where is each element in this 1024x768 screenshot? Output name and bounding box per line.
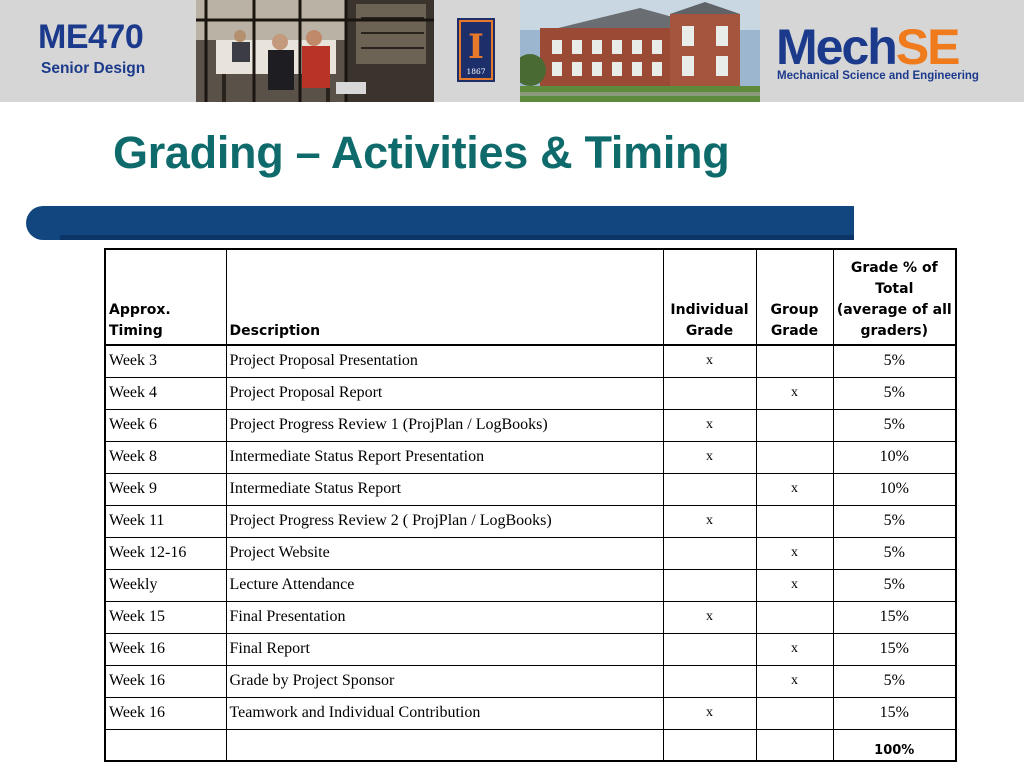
cell-description: Grade by Project Sponsor <box>226 665 663 697</box>
cell-group: x <box>756 633 833 665</box>
university-seal-icon <box>457 18 495 82</box>
course-name: Senior Design <box>41 60 146 77</box>
cell-group <box>756 697 833 729</box>
cell-individual: x <box>663 505 756 537</box>
cell-individual-empty <box>663 729 756 761</box>
department-wordmark: MechSE <box>776 19 959 75</box>
cell-percent: 5% <box>833 345 956 377</box>
table-row <box>105 377 956 409</box>
cell-timing: Week 4 <box>105 377 226 409</box>
cell-individual: x <box>663 697 756 729</box>
cell-timing: Week 16 <box>105 633 226 665</box>
cell-percent: 5% <box>833 377 956 409</box>
department-name: Mechanical Science and Engineering <box>777 70 979 82</box>
cell-individual <box>663 473 756 505</box>
cell-description: Final Report <box>226 633 663 665</box>
cell-percent: 15% <box>833 633 956 665</box>
cell-total-percent: 100% <box>833 729 956 761</box>
course-code: ME470 <box>38 18 144 56</box>
cell-group <box>756 441 833 473</box>
cell-description: Project Proposal Presentation <box>226 345 663 377</box>
cell-percent: 5% <box>833 569 956 601</box>
cell-percent: 5% <box>833 409 956 441</box>
cell-percent: 10% <box>833 473 956 505</box>
cell-individual: x <box>663 441 756 473</box>
cell-individual: x <box>663 601 756 633</box>
seal-panel <box>434 0 520 102</box>
lab-photo <box>196 0 434 102</box>
cell-individual <box>663 569 756 601</box>
cell-individual <box>663 665 756 697</box>
table-row <box>105 505 956 537</box>
cell-percent: 10% <box>833 441 956 473</box>
cell-individual <box>663 633 756 665</box>
header-description: Description <box>226 249 663 345</box>
header-grade-percent: Grade % of Total (average of all graders) <box>833 249 956 345</box>
cell-description: Final Presentation <box>226 601 663 633</box>
cell-description-empty <box>226 729 663 761</box>
cell-timing-empty <box>105 729 226 761</box>
seal-year: 1867 <box>466 67 486 76</box>
cell-group <box>756 345 833 377</box>
cell-description: Project Progress Review 2 ( ProjPlan / LogBooks) <box>226 505 663 537</box>
cell-group: x <box>756 473 833 505</box>
cell-description: Project Progress Review 1 (ProjPlan / LogBooks) <box>226 409 663 441</box>
cell-percent: 5% <box>833 665 956 697</box>
department-logo <box>760 0 1024 102</box>
header-group-grade: Group Grade <box>756 249 833 345</box>
cell-group-empty <box>756 729 833 761</box>
cell-timing: Week 11 <box>105 505 226 537</box>
cell-timing: Week 12-16 <box>105 537 226 569</box>
table-row <box>105 473 956 505</box>
cell-timing: Week 9 <box>105 473 226 505</box>
cell-timing: Weekly <box>105 569 226 601</box>
table-total-row <box>105 729 956 761</box>
grading-table <box>104 248 957 762</box>
cell-timing: Week 15 <box>105 601 226 633</box>
cell-individual: x <box>663 345 756 377</box>
cell-percent: 5% <box>833 537 956 569</box>
cell-timing: Week 6 <box>105 409 226 441</box>
slide-title: Grading – Activities & Timing <box>113 127 730 178</box>
table-row <box>105 537 956 569</box>
cell-percent: 15% <box>833 697 956 729</box>
cell-group: x <box>756 569 833 601</box>
cell-individual <box>663 537 756 569</box>
cell-description: Intermediate Status Report Presentation <box>226 441 663 473</box>
table-row <box>105 345 956 377</box>
header-banner <box>0 0 1024 102</box>
table-row <box>105 441 956 473</box>
cell-group: x <box>756 537 833 569</box>
table-header-row <box>105 249 956 345</box>
cell-timing: Week 8 <box>105 441 226 473</box>
cell-description: Intermediate Status Report <box>226 473 663 505</box>
seal-letter: I <box>468 27 484 67</box>
cell-group <box>756 409 833 441</box>
table-row <box>105 601 956 633</box>
header-timing: Approx. Timing <box>105 249 226 345</box>
building-photo <box>520 0 760 102</box>
table-row <box>105 633 956 665</box>
table-row <box>105 409 956 441</box>
cell-description: Lecture Attendance <box>226 569 663 601</box>
table-row <box>105 697 956 729</box>
course-logo <box>0 0 196 102</box>
cell-group: x <box>756 665 833 697</box>
cell-group <box>756 505 833 537</box>
cell-timing: Week 16 <box>105 665 226 697</box>
cell-timing: Week 3 <box>105 345 226 377</box>
cell-timing: Week 16 <box>105 697 226 729</box>
cell-individual <box>663 377 756 409</box>
table-row <box>105 665 956 697</box>
header-individual-grade: Individual Grade <box>663 249 756 345</box>
cell-group <box>756 601 833 633</box>
table-row <box>105 569 956 601</box>
cell-individual: x <box>663 409 756 441</box>
title-bar-shadow <box>60 235 854 240</box>
cell-percent: 15% <box>833 601 956 633</box>
cell-description: Project Website <box>226 537 663 569</box>
cell-group: x <box>756 377 833 409</box>
cell-description: Teamwork and Individual Contribution <box>226 697 663 729</box>
cell-percent: 5% <box>833 505 956 537</box>
cell-description: Project Proposal Report <box>226 377 663 409</box>
